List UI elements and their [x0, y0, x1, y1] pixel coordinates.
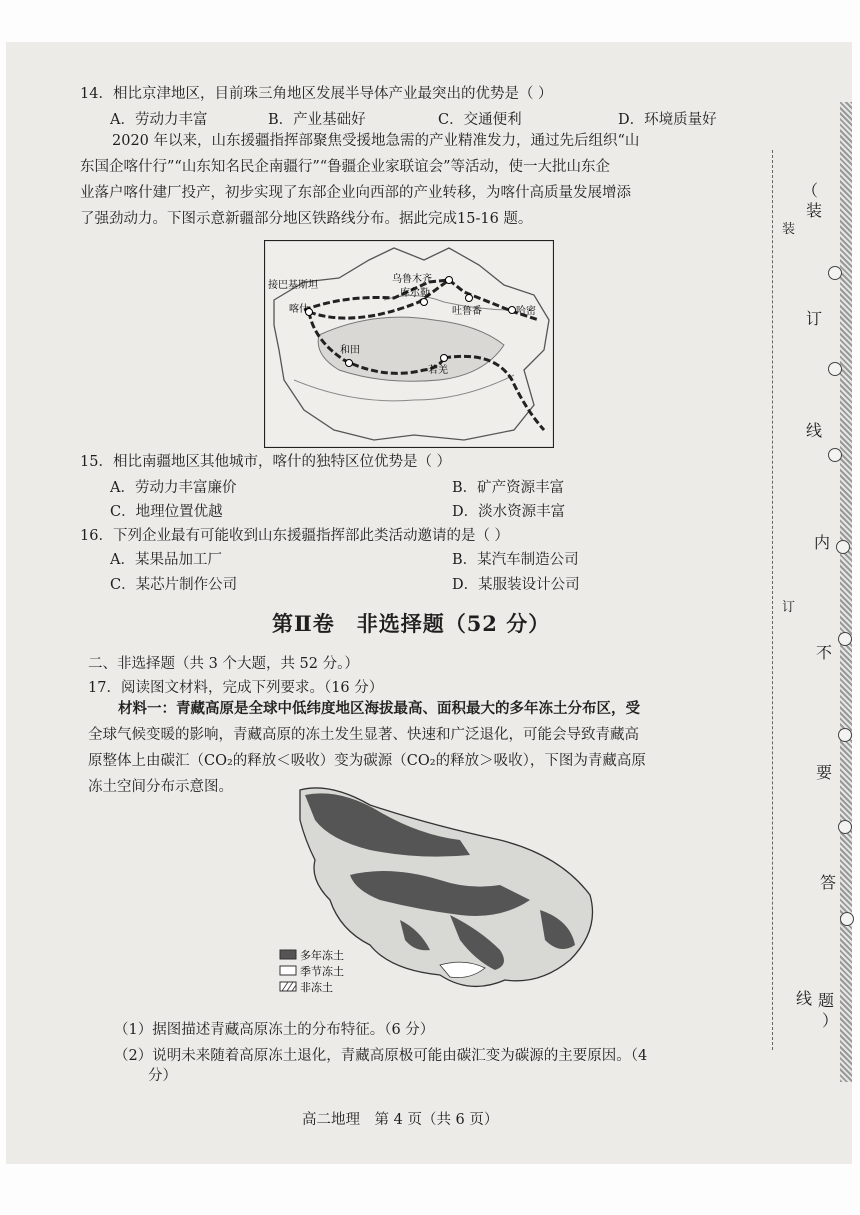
label-jiebajisitan: 接巴基斯坦: [268, 280, 318, 291]
legend-swatch-seasonal: [280, 966, 296, 975]
q17-material-line: 材料一：青藏高原是全球中低纬度地区海拔最高、面积最大的多年冻土分布区，受: [118, 700, 640, 717]
q17-material-line: 全球气候变暖的影响，青藏高原的冻土发生显著、快速和广泛退化，可能会导致青藏高: [88, 727, 639, 743]
label-kashi: 喀什: [289, 304, 309, 315]
q14-option-c: C．交通便利: [438, 112, 522, 128]
binding-char: 内: [814, 533, 831, 552]
label-tulufan: 吐鲁番: [452, 306, 482, 317]
label-wulumuqi: 乌鲁木齐: [392, 274, 432, 285]
q17-sub1: （1）据图描述青藏高原冻土的分布特征。（6 分）: [114, 1022, 435, 1038]
material-line: 了强劲动力。下图示意新疆部分地区铁路线分布。据此完成15-16 题。: [80, 211, 533, 227]
binding-paren-close: ）: [822, 1011, 839, 1030]
binding-hole: [828, 266, 842, 280]
q15-stem: 15．相比南疆地区其他城市，喀什的独特区位优势是（ ）: [80, 454, 452, 470]
binding-hole: [838, 632, 852, 646]
xinjiang-railway-map: [264, 240, 554, 448]
city-dot-ruoqiang: [441, 355, 448, 362]
q15-option-c: C．地理位置优越: [110, 504, 223, 520]
label-ruoqiang: 若羌: [428, 365, 448, 376]
legend-swatch-multi: [280, 950, 296, 959]
page-edge-hatch: [840, 102, 852, 1082]
binding-char: 不: [816, 643, 833, 662]
q16-option-c: C．某芯片制作公司: [110, 577, 238, 593]
binding-hole: [838, 820, 852, 834]
binding-char: 答: [820, 873, 837, 892]
binding-char: 线: [806, 421, 823, 440]
binding-line: [772, 150, 775, 1050]
material-line: 2020 年以来，山东援疆指挥部聚焦受援地急需的产业精准发力，通过先后组织“山: [112, 133, 640, 149]
q16-option-d: D．某服装设计公司: [452, 577, 580, 593]
material-line: 东国企喀什行”“山东知名民企南疆行”“鲁疆企业家联谊会”等活动，使一大批山东企: [80, 159, 611, 175]
q15-option-a: A．劳动力丰富廉价: [110, 480, 237, 496]
q17-sub2: （2）说明未来随着高原冻土退化，青藏高原极可能由碳汇变为碳源的主要原因。（4: [114, 1048, 648, 1064]
legend-label-none: 非冻土: [300, 981, 333, 994]
legend-label-multi: 多年冻土: [300, 949, 344, 962]
binding-char: 装: [782, 222, 796, 237]
city-dot-wulumuqi: [446, 277, 453, 284]
label-hami: 哈密: [516, 306, 536, 317]
city-dot-kuerle: [421, 299, 428, 306]
binding-char: 订: [782, 600, 796, 615]
q16-stem: 16．下列企业最有可能收到山东援疆指挥部此类活动邀请的是（ ）: [80, 528, 510, 544]
binding-hole: [828, 362, 842, 376]
binding-char: 要: [816, 763, 833, 782]
q17-sub2-cont: 分）: [148, 1068, 177, 1084]
label-kuerle: 库尔勒: [400, 288, 430, 299]
page-footer: 高二地理 第 4 页（共 6 页）: [302, 1112, 499, 1128]
city-dot-hami: [509, 307, 516, 314]
q17-material-line: 冻土空间分布示意图。: [88, 779, 233, 795]
section-heading: 二、非选择题（共 3 个大题，共 52 分。）: [88, 656, 359, 672]
binding-char: 订: [806, 309, 823, 328]
q17-stem: 17．阅读图文材料，完成下列要求。（16 分）: [88, 680, 384, 696]
q14-option-b: B．产业基础好: [268, 112, 366, 128]
legend-label-seasonal: 季节冻土: [300, 965, 344, 978]
binding-char: 题: [818, 991, 835, 1010]
q16-option-a: A．某果品加工厂: [110, 552, 222, 568]
section-title: 第Ⅱ卷 非选择题（52 分）: [272, 611, 551, 636]
binding-hole: [828, 448, 842, 462]
binding-hole: [838, 728, 852, 742]
binding-hole: [840, 912, 854, 926]
q14-option-d: D．环境质量好: [618, 112, 717, 128]
city-dot-tulufan: [466, 295, 473, 302]
binding-hole: [836, 540, 850, 554]
city-dot-hetian: [346, 360, 353, 367]
material-paragraph: [80, 128, 750, 232]
q14-option-a: A．劳动力丰富: [110, 112, 208, 128]
binding-char: 线: [796, 989, 813, 1008]
q14-stem: 14．相比京津地区，目前珠三角地区发展半导体产业最突出的优势是（ ）: [80, 86, 553, 102]
binding-char: 装: [806, 201, 823, 220]
q15-option-d: D．淡水资源丰富: [452, 504, 566, 520]
tibet-frozen-soil-map: [270, 780, 610, 1010]
material-line: 业落户喀什建厂投产，初步实现了东部企业向西部的产业转移，为喀什高质量发展增添: [80, 185, 631, 201]
label-hetian: 和田: [340, 345, 360, 356]
binding-paren-open: （: [802, 181, 819, 200]
q17-material-line: 原整体上由碳汇（CO₂的释放＜吸收）变为碳源（CO₂的释放＞吸收），下图为青藏高原: [88, 753, 646, 769]
q16-option-b: B．某汽车制造公司: [452, 552, 579, 568]
q15-option-b: B．矿产资源丰富: [452, 480, 565, 496]
